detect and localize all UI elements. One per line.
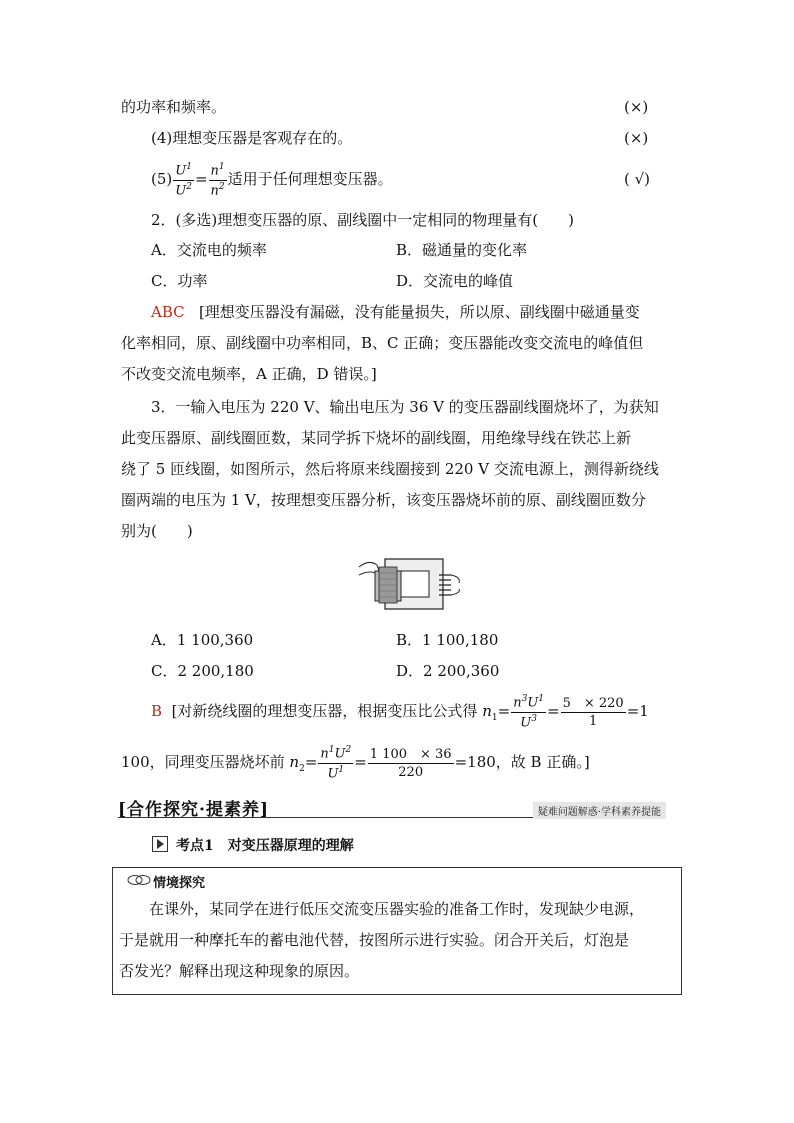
q3-answer: B (151, 702, 163, 720)
q2-stem: 2．(多选)理想变压器的原、副线圈中一定相同的物理量有( ) (151, 211, 574, 229)
section-tag: 疑难问题解惑·学科素养提能 (533, 802, 666, 819)
q3-stem-line2: 此变压器原、副线圈匝数，某同学拆下烧坏的副线圈，用绝缘导线在铁芯上新 (121, 429, 632, 447)
section-header (118, 795, 666, 818)
kaodian-text: 考点1 对变压器原理的理解 (176, 838, 354, 854)
formula-5x220-1: $\frac{5 \times 220}{1}$ (562, 695, 624, 729)
kaodian-heading (152, 835, 354, 855)
q2-expl-text1: [理想变压器没有漏磁，没有能量损失，所以原、副线圈中磁通量变 (198, 303, 640, 321)
q3-expl-b: =1 (626, 702, 649, 720)
formula-n1-n2: $\frac{n^1}{n^2}$ (210, 162, 225, 198)
scenario-icon (127, 874, 151, 886)
q3-expl-line2: 100，同理变压器烧坏前 $n_2=$ $\frac{n^1U^2}{U^1}$ = $\frac{1 100 \times 36}{220}$ =180，故 B 正确。] (121, 745, 590, 781)
q2-answer: ABC (151, 303, 185, 321)
q3-option-a: A．1 100,360 (151, 631, 254, 649)
formula-n3u1-u3: $\frac{n^3U^1}{U^3}$ (513, 694, 545, 730)
q3-stem-line5: 别为( ) (121, 522, 193, 540)
formula-u1-u2: $\frac{U^1}{U^2}$ (175, 162, 192, 198)
q3-expl-c: 100，同理变压器烧坏前 (121, 753, 285, 771)
play-triangle-icon (152, 836, 168, 852)
q3-option-c: C．2 200,180 (151, 662, 254, 680)
q3-stem-line3: 绕了 5 匝线圈，如图所示，然后将原来线圈接到 220 V 交流电源上，测得新绕线 (121, 460, 659, 478)
q1-line3-end: 的功率和频率。 (121, 98, 227, 116)
q2-option-a: A．交流电的频率 (151, 241, 267, 259)
formula-n1u2-u1: $\frac{n^1U^2}{U^1}$ (320, 745, 352, 781)
q1-item4: (4)理想变压器是客观存在的。 (151, 129, 353, 147)
box-text-line2: 于是就用一种摩托车的蓄电池代替，按图所示进行实验。闭合开关后，灯泡是 (119, 931, 630, 949)
q1-item5-prefix: (5) (151, 170, 173, 188)
q2-option-b: B．磁通量的变化率 (396, 241, 528, 259)
q2-option-c: C．功率 (151, 272, 208, 290)
formula-1100x36-220: $\frac{1 100 \times 36}{220}$ (369, 746, 452, 780)
box-text-line1: 在课外，某同学在进行低压交流变压器实验的准备工作时，发现缺少电源， (149, 900, 645, 918)
q3-stem-line4: 圈两端的电压为 1 V，按理想变压器分析，该变压器烧坏前的原、副线圈匝数分 (121, 491, 646, 509)
q1-item5: (5) $\frac{U^1}{U^2}$ = $\frac{n^1}{n^2}$ 适用于任何理想变压器。 (151, 162, 393, 198)
q3-expl-d: =180，故 B 正确。] (454, 753, 590, 771)
q1-mark5: ( √) (624, 170, 651, 188)
q1-mark4: (×) (624, 129, 649, 147)
box-text-line3: 否发光？解释出现这种现象的原因。 (119, 962, 360, 980)
box-header: 情境探究 (153, 876, 206, 891)
q2-expl-line2: 化率相同，原、副线圈中功率相同，B、C 正确；变压器能改变交流电的峰值但 (121, 334, 644, 352)
q3-expl-line1: B [对新绕线圈的理想变压器，根据变压比公式得 $n_1=$ $\frac{n^3U^1}{U^3}$ = $\frac{5 \times 220}{1}$ =1 (151, 694, 649, 730)
q2-option-d: D．交流电的峰值 (396, 272, 514, 290)
scenario-box (112, 867, 682, 995)
q3-expl-a: [对新绕线圈的理想变压器，根据变压比公式得 (171, 702, 478, 720)
q2-expl-line1 (151, 302, 640, 322)
q2-expl-line3: 不改变交流电频率，A 正确，D 错误。] (121, 365, 377, 383)
q1-mark3: (×) (624, 98, 649, 116)
q3-option-b: B．1 100,180 (396, 631, 499, 649)
section-title: [合作探究·提素养] (118, 800, 270, 820)
q3-stem-line1: 3．一输入电压为 220 V、输出电压为 36 V 的变压器副线圈烧坏了，为获知 (151, 398, 659, 416)
q3-option-d: D．2 200,360 (396, 662, 500, 680)
q1-item5-suffix: 适用于任何理想变压器。 (227, 170, 393, 188)
transformer-figure (355, 553, 470, 618)
